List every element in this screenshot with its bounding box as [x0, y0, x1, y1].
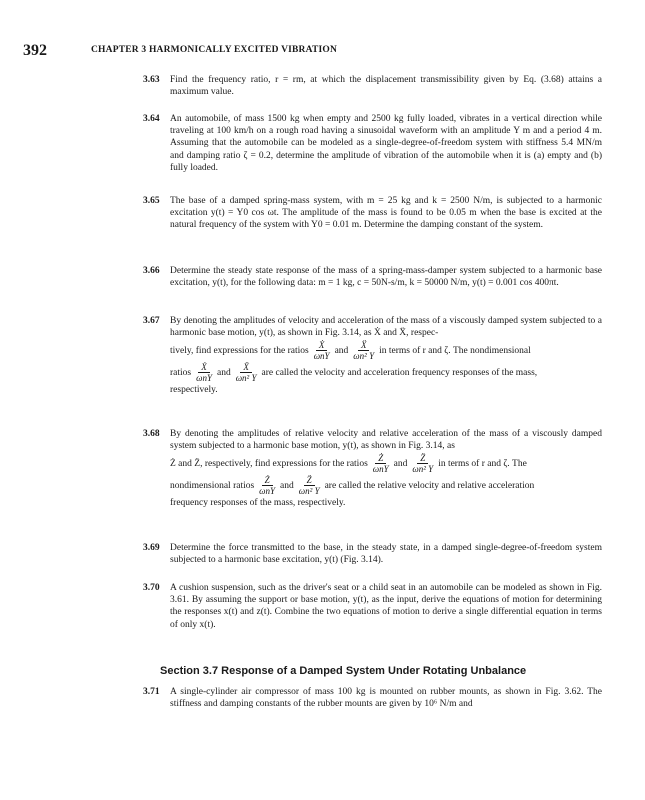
conjunction: and — [393, 458, 408, 469]
relative-acceleration-ratio-fraction — [297, 475, 322, 496]
fraction-numerator: Z̈ — [417, 453, 428, 464]
problem-text: By denoting the amplitudes of velocity and acceleration of the mass of a viscously damped system subjected to a harmonic base motion, y(t), as shown in Fig. 3.14, as Ẋ and Ẍ, respec- — [170, 316, 602, 339]
problem-3-71 — [143, 686, 602, 710]
problem-text: ratios — [170, 367, 192, 378]
problem-text: By denoting the amplitudes of relative velocity and relative acceleration of the mass of a viscously damped system subjected to a harmonic base motion, y(t), as shown in Fig. 3.14, as — [170, 429, 602, 452]
problem-text: respectively. — [170, 385, 218, 396]
fraction-denominator: ωnY — [259, 486, 276, 497]
problem-text: nondimensional ratios — [170, 480, 255, 491]
problem-text: The base of a damped spring-mass system, with m = 25 kg and k = 2500 N/m, is subjected to a harmonic excitation y(t) = Y0 cos ωt. The amplitude of the mass is found to be 0.05 m when the base is excited at the natural frequency of the system with Y0 = 0.01 m. Determine the damping constant of the system. — [170, 196, 602, 231]
section-heading: Section 3.7 Response of a Damped System Under Rotating Unbalance — [160, 665, 527, 677]
problem-3-64 — [143, 113, 602, 174]
problem-text: A single-cylinder air compressor of mass 100 kg is mounted on rubber mounts, as shown in Fig. 3.62. The stiffness and damping constants of the rubber mounts are given by 10⁶ N/m and — [170, 687, 602, 710]
problem-equation-line — [170, 475, 602, 496]
acceleration-ratio-fraction — [234, 362, 259, 383]
problem-number: 3.68 — [143, 429, 160, 439]
chapter-title: CHAPTER 3 HARMONICALLY EXCITED VIBRATION — [91, 45, 338, 55]
problem-number: 3.67 — [143, 316, 160, 326]
fraction-numerator: Z̈ — [304, 475, 315, 486]
fraction-denominator: ωn² Y — [412, 464, 434, 475]
page-number: 392 — [23, 42, 47, 59]
problem-3-69 — [143, 542, 602, 566]
problem-number: 3.63 — [143, 75, 160, 85]
problem-number: 3.64 — [143, 114, 160, 124]
problem-3-67 — [143, 315, 602, 397]
problem-text: An automobile, of mass 1500 kg when empty and 2500 kg fully loaded, vibrates in a vertical direction while traveling at 100 km/h on a rough road having a sinusoidal waveform with an amplitude Y m and a period 4 m. Assuming that the automobile can be modeled as a single-degree-of-freedom system with stiffness 5.4 MN/m and damping ratio ζ = 0.2, determine the amplitude of vibration of the automobile when it is (a) empty and (b) fully loaded. — [170, 114, 602, 173]
problem-equation-line — [170, 453, 602, 474]
relative-velocity-ratio-fraction — [257, 475, 277, 496]
problem-text: in terms of r and ζ. The nondimensional — [379, 345, 531, 356]
acceleration-ratio-fraction — [351, 340, 376, 361]
problem-text: Determine the force transmitted to the base, in the steady state, in a damped single-degree-of-freedom system subjected to a harmonic base excitation, y(t) (Fig. 3.14). — [170, 543, 602, 566]
fraction-denominator: ωnY — [372, 464, 389, 475]
page-header — [23, 42, 623, 60]
problem-number: 3.71 — [143, 687, 160, 697]
conjunction: and — [216, 367, 231, 378]
problem-3-70 — [143, 582, 602, 631]
problem-text: Determine the steady state response of the mass of a spring-mass-damper system subjected to a harmonic base excitation, y(t), for the following data: m = 1 kg, c = 50N-s/m, k = 50000 N/m, y(t) = 0.001 cos 400πt. — [170, 266, 602, 289]
fraction-denominator: ωn² Y — [298, 486, 320, 497]
problem-text: tively, find expressions for the ratios — [170, 345, 309, 356]
problem-number: 3.66 — [143, 266, 160, 276]
problem-3-68 — [143, 428, 602, 510]
problem-text: Ż and Z̈, respectively, find expressions for the ratios — [170, 458, 368, 469]
problem-text: frequency responses of the mass, respectively. — [170, 498, 346, 509]
problem-text: in terms of r and ζ. The — [438, 458, 527, 469]
problem-equation-line — [170, 362, 602, 383]
problem-3-65 — [143, 195, 602, 232]
fraction-denominator: ωnY — [313, 351, 330, 362]
velocity-ratio-fraction — [312, 340, 332, 361]
fraction-denominator: ωn² Y — [235, 373, 257, 384]
conjunction: and — [334, 345, 349, 356]
conjunction: and — [280, 480, 294, 491]
velocity-ratio-fraction — [194, 362, 214, 383]
problem-3-63 — [143, 74, 602, 98]
relative-velocity-ratio-fraction — [371, 453, 391, 474]
problem-number: 3.70 — [143, 583, 160, 593]
relative-acceleration-ratio-fraction — [410, 453, 435, 474]
fraction-numerator: Ẋ — [198, 362, 210, 373]
fraction-numerator: Ẍ — [240, 362, 252, 373]
fraction-denominator: ωn² Y — [353, 351, 375, 362]
problem-text: are called the relative velocity and relative acceleration — [324, 480, 535, 491]
problem-text: Find the frequency ratio, r = rm, at which the displacement transmissibility given by Eq. (3.68) attains a maximum value. — [170, 75, 602, 98]
problem-text: are called the velocity and acceleration frequency responses of the mass, — [261, 367, 538, 378]
problem-text: A cushion suspension, such as the driver's seat or a child seat in an automobile can be modeled as shown in Fig. 3.61. By assuming the support or base motion, y(t), as the input, derive the equations of motion for determining the responses x(t) and z(t). Combine the two equations of motion to derive a single differential equation in terms of only x(t). — [170, 583, 602, 630]
problem-number: 3.65 — [143, 196, 160, 206]
problem-3-66 — [143, 265, 602, 289]
problem-equation-line — [170, 340, 602, 361]
fraction-denominator: ωnY — [196, 373, 212, 384]
fraction-numerator: Ż — [375, 453, 386, 464]
fraction-numerator: Ẋ — [316, 340, 328, 351]
problem-number: 3.69 — [143, 543, 160, 553]
fraction-numerator: Ż — [262, 475, 273, 486]
fraction-numerator: Ẍ — [358, 340, 370, 351]
